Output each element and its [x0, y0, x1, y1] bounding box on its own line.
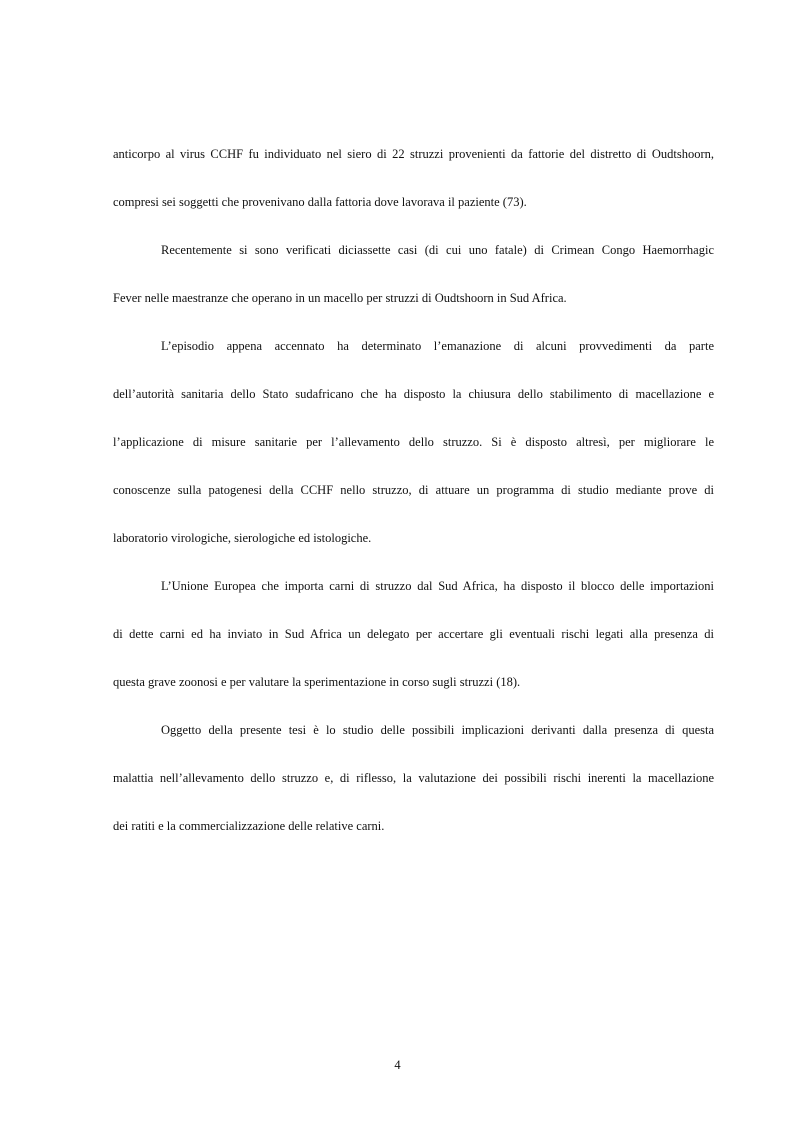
paragraph-line: malattia nell’allevamento dello struzzo e, di riflesso, la valutazione dei possibili rischi inerenti la macellazione: [113, 771, 714, 785]
paragraph-line: dei ratiti e la commercializzazione delle relative carni.: [113, 819, 385, 833]
paragraph-line: Fever nelle maestranze che operano in un macello per struzzi di Oudtshoorn in Sud Africa.: [113, 291, 567, 305]
paragraph-line: di dette carni ed ha inviato in Sud Africa un delegato per accertare gli eventuali rischi legati alla presenza di: [113, 627, 714, 641]
paragraph-line: anticorpo al virus CCHF fu individuato nel siero di 22 struzzi provenienti da fattorie del distretto di Oudtshoorn,: [113, 147, 714, 161]
paragraph-line: compresi sei soggetti che provenivano dalla fattoria dove lavorava il paziente (73).: [113, 195, 527, 209]
paragraph-line: questa grave zoonosi e per valutare la sperimentazione in corso sugli struzzi (18).: [113, 675, 521, 689]
paragraph-line: Oggetto della presente tesi è lo studio delle possibili implicazioni derivanti dalla presenza di questa: [161, 723, 714, 737]
paragraph-line: Recentemente si sono verificati diciassette casi (di cui uno fatale) di Crimean Congo Haemorrhagic: [161, 243, 714, 257]
paragraph-line: L’episodio appena accennato ha determinato l’emanazione di alcuni provvedimenti da parte: [161, 339, 714, 353]
page-number: 4: [394, 1058, 401, 1072]
paragraph-line: conoscenze sulla patogenesi della CCHF nello struzzo, di attuare un programma di studio mediante prove di: [113, 483, 714, 497]
paragraph-line: dell’autorità sanitaria dello Stato sudafricano che ha disposto la chiusura dello stabilimento di macellazione e: [113, 387, 714, 401]
paragraph-line: l’applicazione di misure sanitarie per l’allevamento dello struzzo. Si è disposto altresì, per migliorare le: [113, 435, 714, 449]
paragraph-line: laboratorio virologiche, sierologiche ed istologiche.: [113, 531, 372, 545]
paragraph-line: L’Unione Europea che importa carni di struzzo dal Sud Africa, ha disposto il blocco delle importazioni: [161, 579, 714, 593]
